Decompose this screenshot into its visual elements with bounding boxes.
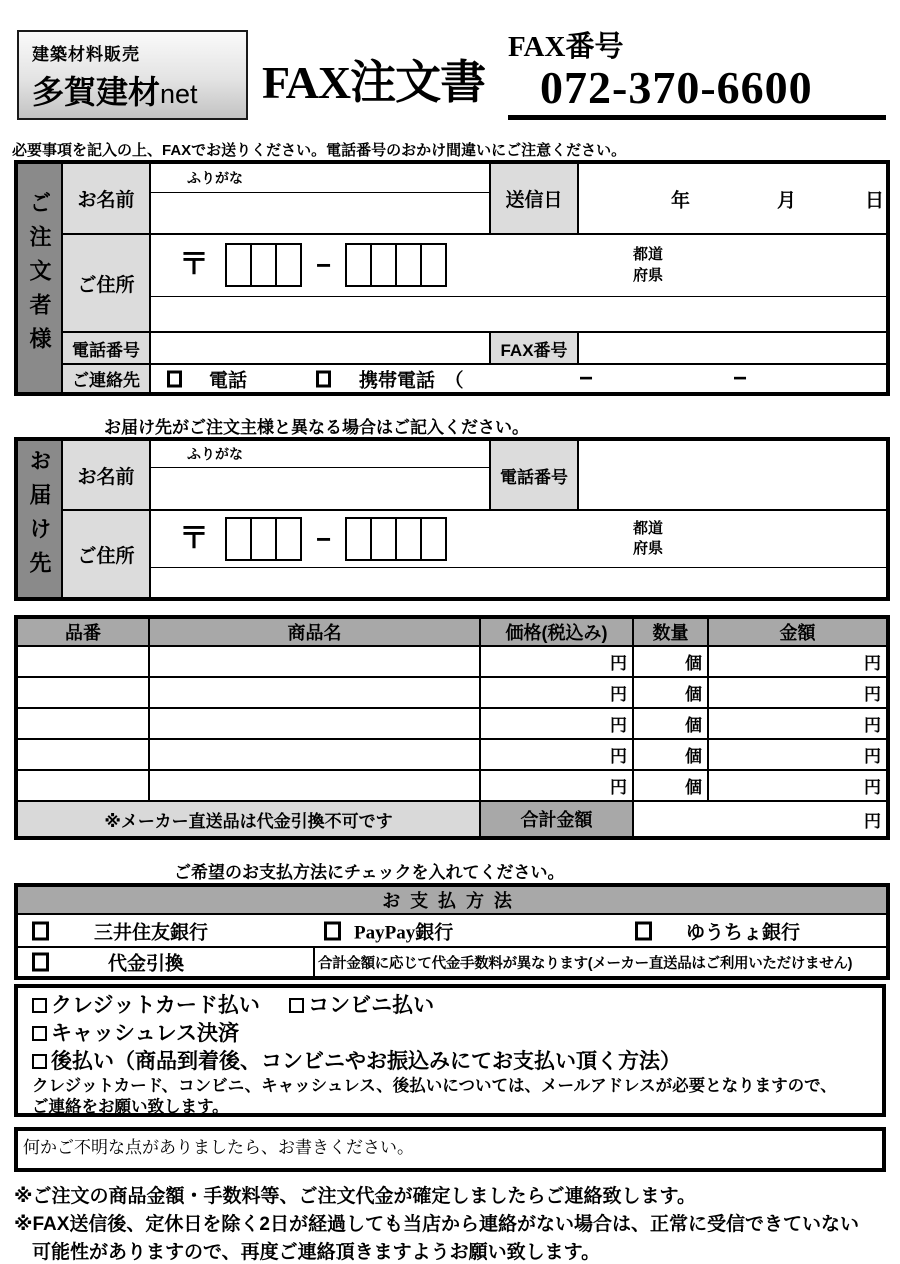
amount-field[interactable]: 円 [708,708,888,739]
quantity-field[interactable]: 個 [633,646,708,677]
deferred-payment-label: 後払い（商品到着後、コンビニやお振込みにてお支払い頂く方法） [51,1049,681,1073]
total-amount-label: 合計金額 [480,801,633,838]
send-date-label: 送信日 [490,162,578,234]
direct-shipping-note: ※メーカー直送品は代金引換不可です [16,801,480,838]
delivery-note: お届け先がご注文主様と異なる場合はご記入ください。 [104,418,529,437]
delivery-name-label: お名前 [62,439,150,510]
bank2-checkbox[interactable] [324,921,341,940]
logo-company-suffix: net [160,79,198,109]
total-amount-field[interactable]: 円 [633,801,888,838]
inquiry-box[interactable] [14,1127,886,1172]
col-header-quantity: 数量 [633,617,708,646]
amount-field[interactable]: 円 [708,646,888,677]
delivery-tel-label: 電話番号 [490,439,578,510]
cashless-label: キャッシュレス決済 [51,1021,239,1045]
price-field[interactable]: 円 [480,677,633,708]
delivery-table [14,437,890,601]
postal-digit-box[interactable] [395,243,422,287]
postal-digit-box[interactable] [250,243,277,287]
delivery-side-cell [16,439,62,599]
bank1-checkbox[interactable] [32,921,49,940]
send-date-field[interactable] [578,162,888,234]
deferred-payment-checkbox[interactable] [32,1054,47,1069]
orderer-name-label: お名前 [62,162,150,234]
instruction-note-top: 必要事項を記入の上、FAXでお送りください。電話番号のおかけ間違いにご注意ください。 [12,142,627,159]
logo-tagline: 建築材料販売 [32,45,140,64]
fax-number-label: FAX番号 [508,31,624,63]
orderer-address-field[interactable] [150,296,888,332]
postal-mark: 〒 [179,521,209,555]
convenience-store-label: コンビニ払い [308,993,435,1017]
delivery-address-field[interactable] [150,567,888,599]
product-row [16,708,888,739]
postal-dash: − [316,523,332,554]
postal-digit-box[interactable] [370,243,397,287]
col-header-price: 価格(税込み) [480,617,633,646]
cod-fee-note: 合計金額に応じて代金手数料が異なります(メーカー直送品はご利用いただけません) [314,947,888,978]
other-payment-line2 [32,1019,868,1047]
postal-digit-box[interactable] [275,517,302,561]
contact-tel-checkbox[interactable] [167,370,182,387]
month-label: 月 [777,190,797,211]
item-no-field[interactable] [16,646,149,677]
contact-method-field [150,364,888,394]
orderer-postal-row [151,243,886,287]
product-row [16,770,888,801]
col-header-amount: 金額 [708,617,888,646]
postal-digit-box[interactable] [225,243,252,287]
phone-dash: − [579,364,594,392]
credit-card-label: クレジットカード払い [51,993,260,1017]
orderer-fax-field[interactable] [578,332,888,364]
product-name-field[interactable] [149,739,480,770]
postal-dash: − [316,250,332,281]
product-name-field[interactable] [149,708,480,739]
col-header-product-name: 商品名 [149,617,480,646]
contact-tel-label: 電話 [209,370,248,391]
email-required-note2: ご連絡をお願い致します。 [32,1097,229,1116]
postal-digit-box[interactable] [420,517,447,561]
contact-mobile-checkbox[interactable] [316,370,331,387]
product-row [16,677,888,708]
delivery-furigana-field[interactable]: ふりがな [150,439,490,467]
bank3-checkbox[interactable] [635,921,652,940]
price-field[interactable]: 円 [480,646,633,677]
delivery-postal-row [151,517,886,561]
postal-digit-box[interactable] [420,243,447,287]
orderer-tel-label: 電話番号 [62,332,150,364]
credit-card-checkbox[interactable] [32,998,47,1013]
price-field[interactable]: 円 [480,770,633,801]
fax-number-value: 072-370-6600 [540,62,813,113]
orderer-name-field[interactable] [150,192,490,234]
amount-field[interactable]: 円 [708,677,888,708]
prefecture-line2: 府県 [633,266,664,284]
item-no-field[interactable] [16,770,149,801]
orderer-furigana-field[interactable]: ふりがな [150,162,490,192]
product-table [14,615,890,840]
cashless-checkbox[interactable] [32,1026,47,1041]
item-no-field[interactable] [16,677,149,708]
postal-digit-box[interactable] [225,517,252,561]
postal-digit-box[interactable] [345,517,372,561]
bank1-label: 三井住友銀行 [94,922,209,943]
company-logo [17,30,248,120]
price-field[interactable]: 円 [480,708,633,739]
day-label: 日 [865,190,885,211]
prefecture-line2: 府県 [633,539,664,557]
product-name-field[interactable] [149,770,480,801]
contact-method-label: ご連絡先 [62,364,150,394]
year-label: 年 [671,190,691,211]
postal-digit-box[interactable] [395,517,422,561]
delivery-side-label: お届け先 [27,448,52,585]
quantity-field[interactable]: 個 [633,770,708,801]
delivery-name-field[interactable] [150,467,490,510]
prefecture-line1: 都道 [633,519,664,537]
orderer-side-label: ご注文者様 [27,190,52,361]
postal-digit-box[interactable] [345,243,372,287]
prefecture-line1: 都道 [633,246,664,263]
orderer-fax-label: FAX番号 [490,332,578,364]
col-header-item-no: 品番 [16,617,149,646]
other-payment-line3 [32,1047,868,1075]
cod-label: 代金引換 [108,953,185,975]
quantity-field[interactable]: 個 [633,739,708,770]
quantity-field[interactable]: 個 [633,708,708,739]
delivery-tel-field[interactable] [578,439,888,510]
postal-digit-box[interactable] [275,243,302,287]
convenience-store-checkbox[interactable] [289,998,304,1013]
inquiry-label: 何かご不明な点がありましたら、お書きください。 [23,1138,414,1157]
product-row [16,739,888,770]
fax-number-block [508,30,886,120]
phone-dash: − [733,364,748,392]
other-payment-line1 [32,991,868,1019]
bank-options-row [16,914,888,947]
amount-field[interactable]: 円 [708,739,888,770]
footer-note-3: 可能性がありますので、再度ご連絡頂きますようお願い致します。 [32,1242,601,1263]
delivery-postal-field[interactable] [150,510,888,567]
product-name-field[interactable] [149,646,480,677]
footer-note-2: ※FAX送信後、定休日を除く2日が経過しても当店から連絡がない場合は、正常に受信できていない [14,1214,859,1235]
orderer-side-cell [16,162,62,394]
amount-field[interactable]: 円 [708,770,888,801]
postal-digit-box[interactable] [370,517,397,561]
cod-checkbox[interactable] [32,953,49,972]
orderer-address-label: ご住所 [62,234,150,332]
payment-note: ご希望のお支払方法にチェックを入れてください。 [174,863,565,882]
postal-mark: 〒 [179,248,209,282]
page-title: FAX注文書 [262,57,486,108]
orderer-table [14,160,890,396]
item-no-field[interactable] [16,739,149,770]
payment-title: お支払方法 [16,885,888,914]
product-name-field[interactable] [149,677,480,708]
price-field[interactable]: 円 [480,739,633,770]
product-row [16,646,888,677]
logo-company-name [32,67,246,113]
orderer-postal-field[interactable] [150,234,888,296]
payment-table [14,883,890,980]
item-no-field[interactable] [16,708,149,739]
contact-mobile-label: 携帯電話 （ [359,370,464,391]
footer-note-1: ※ご注文の商品金額・手数料等、ご注文代金が確定しましたらご連絡致します。 [14,1186,696,1207]
orderer-tel-field[interactable] [150,332,490,364]
prefecture-label [633,245,663,286]
bank3-label: ゆうちょ銀行 [686,922,801,943]
postal-digit-box[interactable] [250,517,277,561]
logo-company-kanji: 多賀建材 [32,74,161,110]
other-payment-box [14,984,886,1117]
delivery-address-label: ご住所 [62,510,150,599]
quantity-field[interactable]: 個 [633,677,708,708]
email-required-note1: クレジットカード、コンビニ、キャッシュレス、後払いについては、メールアドレスが必要となりますので、 [32,1076,837,1095]
prefecture-label [633,519,663,560]
cod-option-cell [16,947,314,978]
bank2-label: PayPay銀行 [354,922,454,943]
